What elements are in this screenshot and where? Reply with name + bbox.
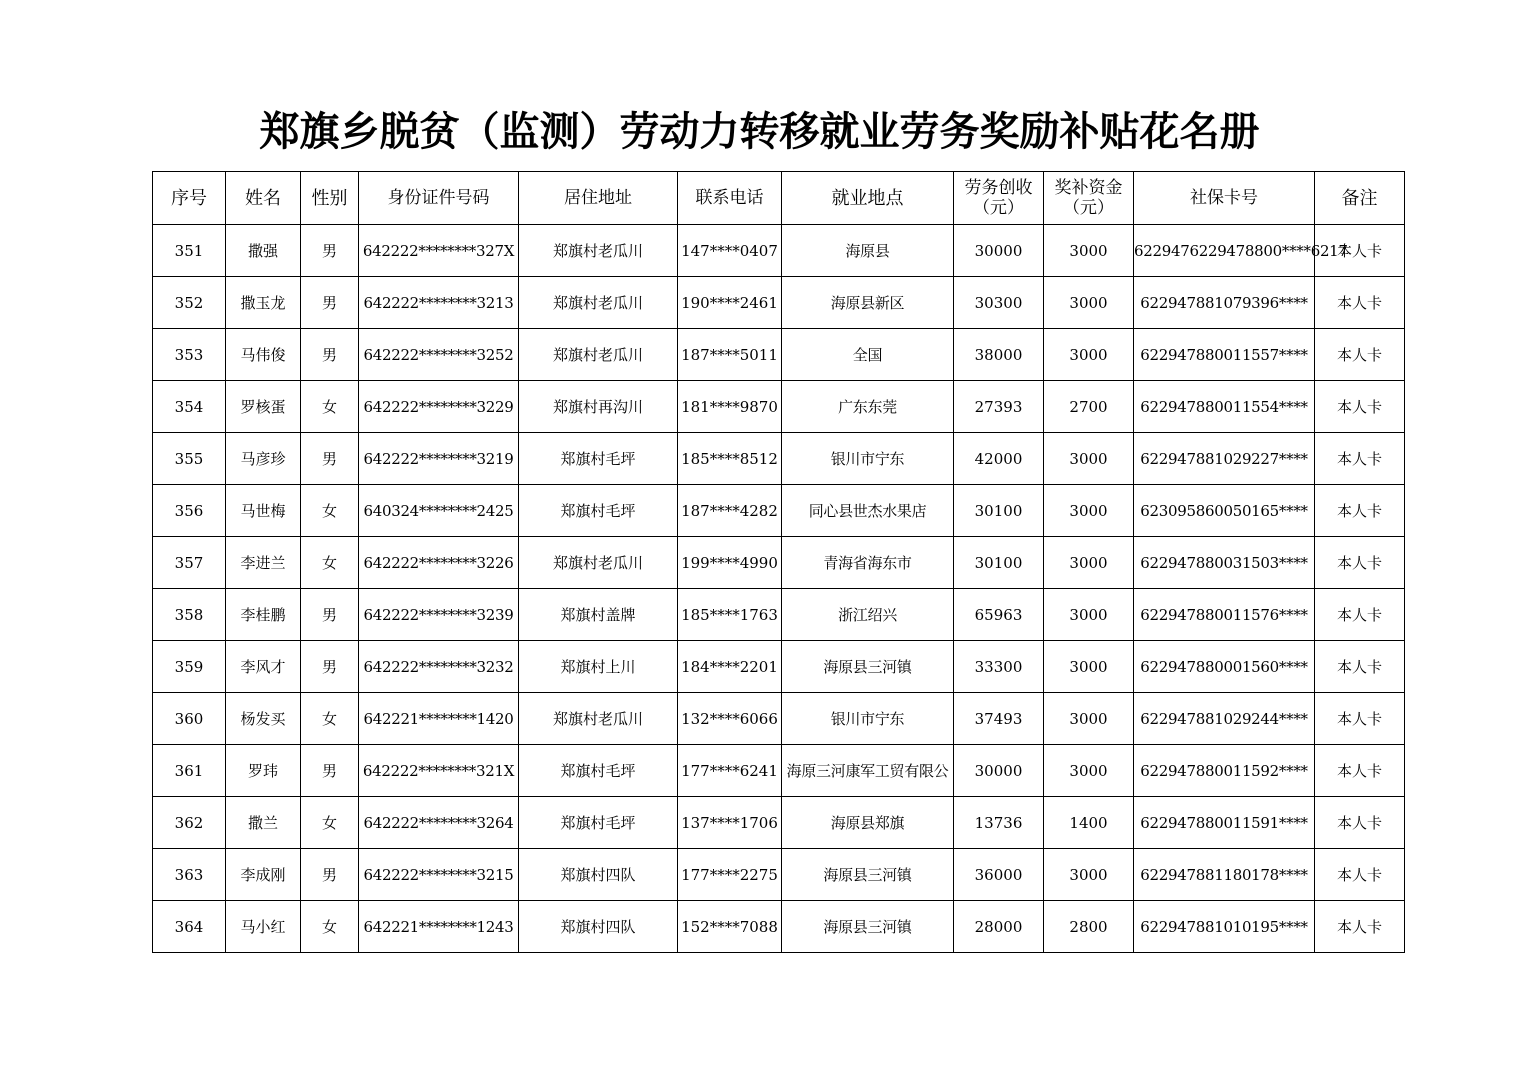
table-row	[153, 225, 1405, 277]
cell-phone: 132****6066	[678, 693, 782, 745]
header-address: 居住地址	[519, 172, 678, 225]
cell-address: 郑旗村毛坪	[519, 797, 678, 849]
cell-remark: 本人卡	[1315, 745, 1405, 797]
cell-seq: 357	[153, 537, 226, 589]
cell-name: 杨发买	[226, 693, 301, 745]
cell-phone: 185****8512	[678, 433, 782, 485]
cell-card-number: 622947881079396****	[1134, 277, 1315, 329]
cell-name: 李进兰	[226, 537, 301, 589]
cell-income: 30100	[954, 537, 1044, 589]
cell-gender: 女	[301, 381, 359, 433]
cell-phone: 177****2275	[678, 849, 782, 901]
cell-income: 37493	[954, 693, 1044, 745]
cell-income: 13736	[954, 797, 1044, 849]
cell-subsidy: 2700	[1044, 381, 1134, 433]
cell-subsidy: 3000	[1044, 433, 1134, 485]
table-row	[153, 693, 1405, 745]
header-income-line2: （元）	[973, 198, 1024, 218]
cell-work-place: 海原县郑旗	[782, 797, 954, 849]
cell-name: 撒玉龙	[226, 277, 301, 329]
cell-seq: 355	[153, 433, 226, 485]
cell-name: 撒强	[226, 225, 301, 277]
cell-gender: 女	[301, 485, 359, 537]
cell-work-place: 银川市宁东	[782, 433, 954, 485]
roster-body	[153, 225, 1405, 953]
cell-work-place: 海原县三河镇	[782, 901, 954, 953]
cell-card-number: 622947880011557****	[1134, 329, 1315, 381]
cell-card-number: 622947880011591****	[1134, 797, 1315, 849]
table-row	[153, 641, 1405, 693]
cell-name: 李风才	[226, 641, 301, 693]
cell-card-number: 622947880001560****	[1134, 641, 1315, 693]
cell-subsidy: 1400	[1044, 797, 1134, 849]
table-row	[153, 277, 1405, 329]
cell-remark: 本人卡	[1315, 641, 1405, 693]
cell-name: 罗玮	[226, 745, 301, 797]
table-row	[153, 849, 1405, 901]
cell-address: 郑旗村毛坪	[519, 433, 678, 485]
cell-address: 郑旗村四队	[519, 849, 678, 901]
cell-remark: 本人卡	[1315, 693, 1405, 745]
table-row	[153, 433, 1405, 485]
cell-subsidy: 3000	[1044, 849, 1134, 901]
cell-id-number: 642222********3229	[359, 381, 519, 433]
cell-id-number: 642222********3219	[359, 433, 519, 485]
cell-subsidy: 2800	[1044, 901, 1134, 953]
cell-seq: 354	[153, 381, 226, 433]
cell-work-place: 海原县	[782, 225, 954, 277]
cell-gender: 男	[301, 589, 359, 641]
cell-gender: 男	[301, 641, 359, 693]
cell-seq: 360	[153, 693, 226, 745]
cell-remark: 本人卡	[1315, 849, 1405, 901]
cell-card-number: 623095860050165****	[1134, 485, 1315, 537]
cell-seq: 353	[153, 329, 226, 381]
cell-address: 郑旗村毛坪	[519, 485, 678, 537]
cell-phone: 137****1706	[678, 797, 782, 849]
page-title: 郑旗乡脱贫（监测）劳动力转移就业劳务奖励补贴花名册	[259, 108, 1260, 155]
cell-subsidy: 3000	[1044, 693, 1134, 745]
cell-phone: 152****7088	[678, 901, 782, 953]
cell-phone: 184****2201	[678, 641, 782, 693]
cell-card-number: 622947881180178****	[1134, 849, 1315, 901]
cell-remark: 本人卡	[1315, 277, 1405, 329]
cell-gender: 女	[301, 537, 359, 589]
cell-phone: 185****1763	[678, 589, 782, 641]
cell-card-number: 622947880011554****	[1134, 381, 1315, 433]
cell-seq: 361	[153, 745, 226, 797]
header-income	[954, 172, 1044, 225]
header-work-place: 就业地点	[782, 172, 954, 225]
table-row	[153, 537, 1405, 589]
header-subsidy-line2: （元）	[1063, 198, 1114, 218]
cell-remark: 本人卡	[1315, 433, 1405, 485]
cell-id-number: 642222********3239	[359, 589, 519, 641]
cell-card-number: 622947881010195****	[1134, 901, 1315, 953]
cell-remark: 本人卡	[1315, 901, 1405, 953]
cell-income: 27393	[954, 381, 1044, 433]
cell-gender: 女	[301, 693, 359, 745]
cell-gender: 女	[301, 797, 359, 849]
cell-card-number: 622947880011592****	[1134, 745, 1315, 797]
header-name: 姓名	[226, 172, 301, 225]
cell-name: 罗核蛋	[226, 381, 301, 433]
cell-address: 郑旗村上川	[519, 641, 678, 693]
table-row	[153, 381, 1405, 433]
cell-subsidy: 3000	[1044, 277, 1134, 329]
cell-income: 30300	[954, 277, 1044, 329]
cell-address: 郑旗村盖牌	[519, 589, 678, 641]
cell-card-number: 622947881029244****	[1134, 693, 1315, 745]
cell-address: 郑旗村毛坪	[519, 745, 678, 797]
cell-card-number: 622947880011576****	[1134, 589, 1315, 641]
cell-id-number: 642221********1243	[359, 901, 519, 953]
cell-income: 65963	[954, 589, 1044, 641]
cell-work-place: 海原县三河镇	[782, 849, 954, 901]
cell-gender: 男	[301, 745, 359, 797]
cell-phone: 147****0407	[678, 225, 782, 277]
cell-id-number: 642222********3252	[359, 329, 519, 381]
cell-name: 撒兰	[226, 797, 301, 849]
cell-work-place: 全国	[782, 329, 954, 381]
cell-subsidy: 3000	[1044, 485, 1134, 537]
cell-name: 李成刚	[226, 849, 301, 901]
cell-name: 马小红	[226, 901, 301, 953]
cell-work-place: 同心县世杰水果店	[782, 485, 954, 537]
cell-work-place: 银川市宁东	[782, 693, 954, 745]
cell-seq: 363	[153, 849, 226, 901]
cell-phone: 187****5011	[678, 329, 782, 381]
cell-gender: 男	[301, 849, 359, 901]
cell-id-number: 642222********3226	[359, 537, 519, 589]
cell-remark: 本人卡	[1315, 485, 1405, 537]
cell-id-number: 642222********321X	[359, 745, 519, 797]
cell-address: 郑旗村四队	[519, 901, 678, 953]
cell-address: 郑旗村老瓜川	[519, 537, 678, 589]
roster-table	[152, 171, 1405, 953]
cell-seq: 364	[153, 901, 226, 953]
cell-gender: 男	[301, 433, 359, 485]
cell-remark: 本人卡	[1315, 797, 1405, 849]
table-row	[153, 745, 1405, 797]
cell-remark: 本人卡	[1315, 381, 1405, 433]
header-subsidy	[1044, 172, 1134, 225]
cell-id-number: 640324********2425	[359, 485, 519, 537]
cell-address: 郑旗村老瓜川	[519, 225, 678, 277]
cell-work-place: 青海省海东市	[782, 537, 954, 589]
cell-remark: 本人卡	[1315, 589, 1405, 641]
cell-subsidy: 3000	[1044, 537, 1134, 589]
cell-address: 郑旗村老瓜川	[519, 693, 678, 745]
cell-address: 郑旗村再沟川	[519, 381, 678, 433]
cell-seq: 362	[153, 797, 226, 849]
table-row	[153, 589, 1405, 641]
cell-id-number: 642222********327X	[359, 225, 519, 277]
cell-card-number: 6229476229478800****6217	[1134, 225, 1315, 277]
header-subsidy-line1: 奖补资金	[1054, 178, 1123, 198]
cell-card-number: 622947880031503****	[1134, 537, 1315, 589]
cell-seq: 352	[153, 277, 226, 329]
header-income-line1: 劳务创收	[964, 178, 1033, 198]
cell-work-place: 海原三河康军工贸有限公	[782, 745, 954, 797]
cell-income: 42000	[954, 433, 1044, 485]
cell-name: 马彦珍	[226, 433, 301, 485]
header-id-number: 身份证件号码	[359, 172, 519, 225]
cell-seq: 358	[153, 589, 226, 641]
cell-subsidy: 3000	[1044, 329, 1134, 381]
cell-work-place: 广东东莞	[782, 381, 954, 433]
cell-income: 30100	[954, 485, 1044, 537]
cell-phone: 190****2461	[678, 277, 782, 329]
cell-income: 30000	[954, 225, 1044, 277]
cell-gender: 男	[301, 329, 359, 381]
cell-seq: 356	[153, 485, 226, 537]
cell-income: 30000	[954, 745, 1044, 797]
table-row	[153, 797, 1405, 849]
cell-remark: 本人卡	[1315, 537, 1405, 589]
cell-income: 38000	[954, 329, 1044, 381]
cell-phone: 177****6241	[678, 745, 782, 797]
cell-id-number: 642222********3215	[359, 849, 519, 901]
cell-address: 郑旗村老瓜川	[519, 277, 678, 329]
cell-subsidy: 3000	[1044, 589, 1134, 641]
cell-seq: 359	[153, 641, 226, 693]
cell-work-place: 浙江绍兴	[782, 589, 954, 641]
cell-seq: 351	[153, 225, 226, 277]
cell-remark: 本人卡	[1315, 329, 1405, 381]
cell-income: 36000	[954, 849, 1044, 901]
cell-phone: 181****9870	[678, 381, 782, 433]
header-row	[153, 172, 1405, 225]
header-phone: 联系电话	[678, 172, 782, 225]
header-seq: 序号	[153, 172, 226, 225]
cell-gender: 女	[301, 901, 359, 953]
cell-name: 马伟俊	[226, 329, 301, 381]
cell-income: 33300	[954, 641, 1044, 693]
cell-id-number: 642222********3232	[359, 641, 519, 693]
cell-phone: 187****4282	[678, 485, 782, 537]
cell-subsidy: 3000	[1044, 641, 1134, 693]
table-row	[153, 329, 1405, 381]
cell-id-number: 642221********1420	[359, 693, 519, 745]
cell-card-number: 622947881029227****	[1134, 433, 1315, 485]
table-row	[153, 901, 1405, 953]
cell-id-number: 642222********3213	[359, 277, 519, 329]
cell-remark: 本人卡	[1315, 225, 1405, 277]
header-card-number: 社保卡号	[1134, 172, 1315, 225]
cell-income: 28000	[954, 901, 1044, 953]
header-remark: 备注	[1315, 172, 1405, 225]
header-gender: 性别	[301, 172, 359, 225]
cell-gender: 男	[301, 225, 359, 277]
cell-gender: 男	[301, 277, 359, 329]
cell-phone: 199****4990	[678, 537, 782, 589]
cell-address: 郑旗村老瓜川	[519, 329, 678, 381]
cell-work-place: 海原县三河镇	[782, 641, 954, 693]
cell-subsidy: 3000	[1044, 745, 1134, 797]
table-row	[153, 485, 1405, 537]
cell-name: 李桂鹏	[226, 589, 301, 641]
cell-id-number: 642222********3264	[359, 797, 519, 849]
cell-subsidy: 3000	[1044, 225, 1134, 277]
cell-name: 马世梅	[226, 485, 301, 537]
cell-work-place: 海原县新区	[782, 277, 954, 329]
